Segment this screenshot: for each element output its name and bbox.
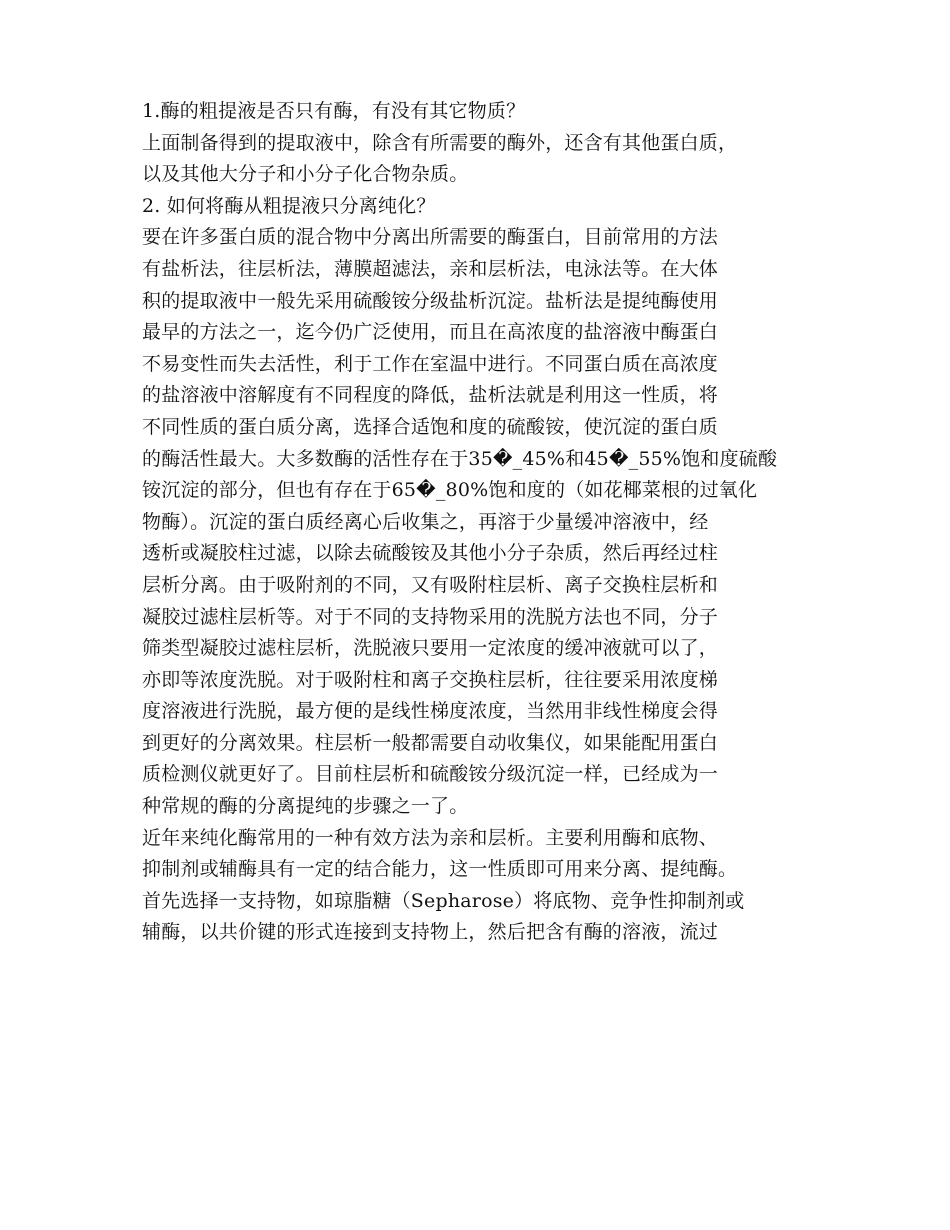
question-2-heading: 2. 如何将酶从粗提液只分离纯化？	[142, 194, 436, 217]
paragraph-line: 度溶液进行洗脱，最方便的是线性梯度浓度，当然用非线性梯度会得	[142, 700, 719, 723]
answer-1-line: 上面制备得到的提取液中，除含有所需要的酶外，还含有其他蛋白质，	[142, 131, 738, 154]
paragraph-line: 辅酶，以共价键的形式连接到支持物上，然后把含有酶的溶液，流过	[142, 921, 719, 944]
paragraph-line: 近年来纯化酶常用的一种有效方法为亲和层析。主要利用酶和底物、	[142, 826, 719, 849]
paragraph-line: 最早的方法之一，迄今仍广泛使用，而且在高浓度的盐溶液中酶蛋白	[142, 321, 719, 344]
paragraph-line: 物酶）。沉淀的蛋白质经离心后收集之，再溶于少量缓冲溶液中，经	[142, 510, 709, 533]
document-page	[142, 96, 822, 949]
paragraph-line: 层析分离。由于吸附剂的不同，又有吸附柱层析、离子交换柱层析和	[142, 573, 719, 596]
paragraph-line: 铵沉淀的部分，但也有存在于65�_80%饱和度的（如花椰菜根的过氧化	[142, 479, 758, 502]
paragraph-line: 筛类型凝胶过滤柱层析，洗脱液只要用一定浓度的缓冲液就可以了，	[142, 637, 719, 660]
paragraph-line: 亦即等浓度洗脱。对于吸附柱和离子交换柱层析，往往要采用浓度梯	[142, 668, 719, 691]
answer-1-line: 以及其他大分子和小分子化合物杂质。	[142, 163, 469, 186]
paragraph-line: 有盐析法，往层析法，薄膜超滤法，亲和层析法，电泳法等。在大体	[142, 257, 719, 280]
paragraph-line: 的盐溶液中溶解度有不同程度的降低，盐析法就是利用这一性质，将	[142, 384, 719, 407]
paragraph-line: 要在许多蛋白质的混合物中分离出所需要的酶蛋白，目前常用的方法	[142, 226, 719, 249]
paragraph-line: 的酶活性最大。大多数酶的活性存在于35�_45%和45�_55%饱和度硫酸	[142, 447, 778, 470]
paragraph-line: 积的提取液中一般先采用硫酸铵分级盐析沉淀。盐析法是提纯酶使用	[142, 289, 719, 312]
paragraph-line: 种常规的酶的分离提纯的步骤之一了。	[142, 795, 469, 818]
paragraph-line: 不易变性而失去活性，利于工作在室温中进行。不同蛋白质在高浓度	[142, 352, 719, 375]
question-1-heading: 1.酶的粗提液是否只有酶，有没有其它物质？	[142, 100, 526, 122]
paragraph-line: 首先选择一支持物，如琼脂糖（Sepharose）将底物、竞争性抑制剂或	[142, 889, 745, 912]
paragraph-line: 不同性质的蛋白质分离，选择合适饱和度的硫酸铵，使沉淀的蛋白质	[142, 415, 719, 438]
paragraph-line: 抑制剂或辅酶具有一定的结合能力，这一性质即可用来分离、提纯酶。	[142, 858, 738, 881]
paragraph-line: 凝胶过滤柱层析等。对于不同的支持物采用的洗脱方法也不同，分子	[142, 605, 719, 628]
paragraph-line: 到更好的分离效果。柱层析一般都需要自动收集仪，如果能配用蛋白	[142, 731, 719, 754]
paragraph-line: 质检测仪就更好了。目前柱层析和硫酸铵分级沉淀一样，已经成为一	[142, 763, 719, 786]
paragraph-line: 透析或凝胶柱过滤，以除去硫酸铵及其他小分子杂质，然后再经过柱	[142, 542, 719, 565]
